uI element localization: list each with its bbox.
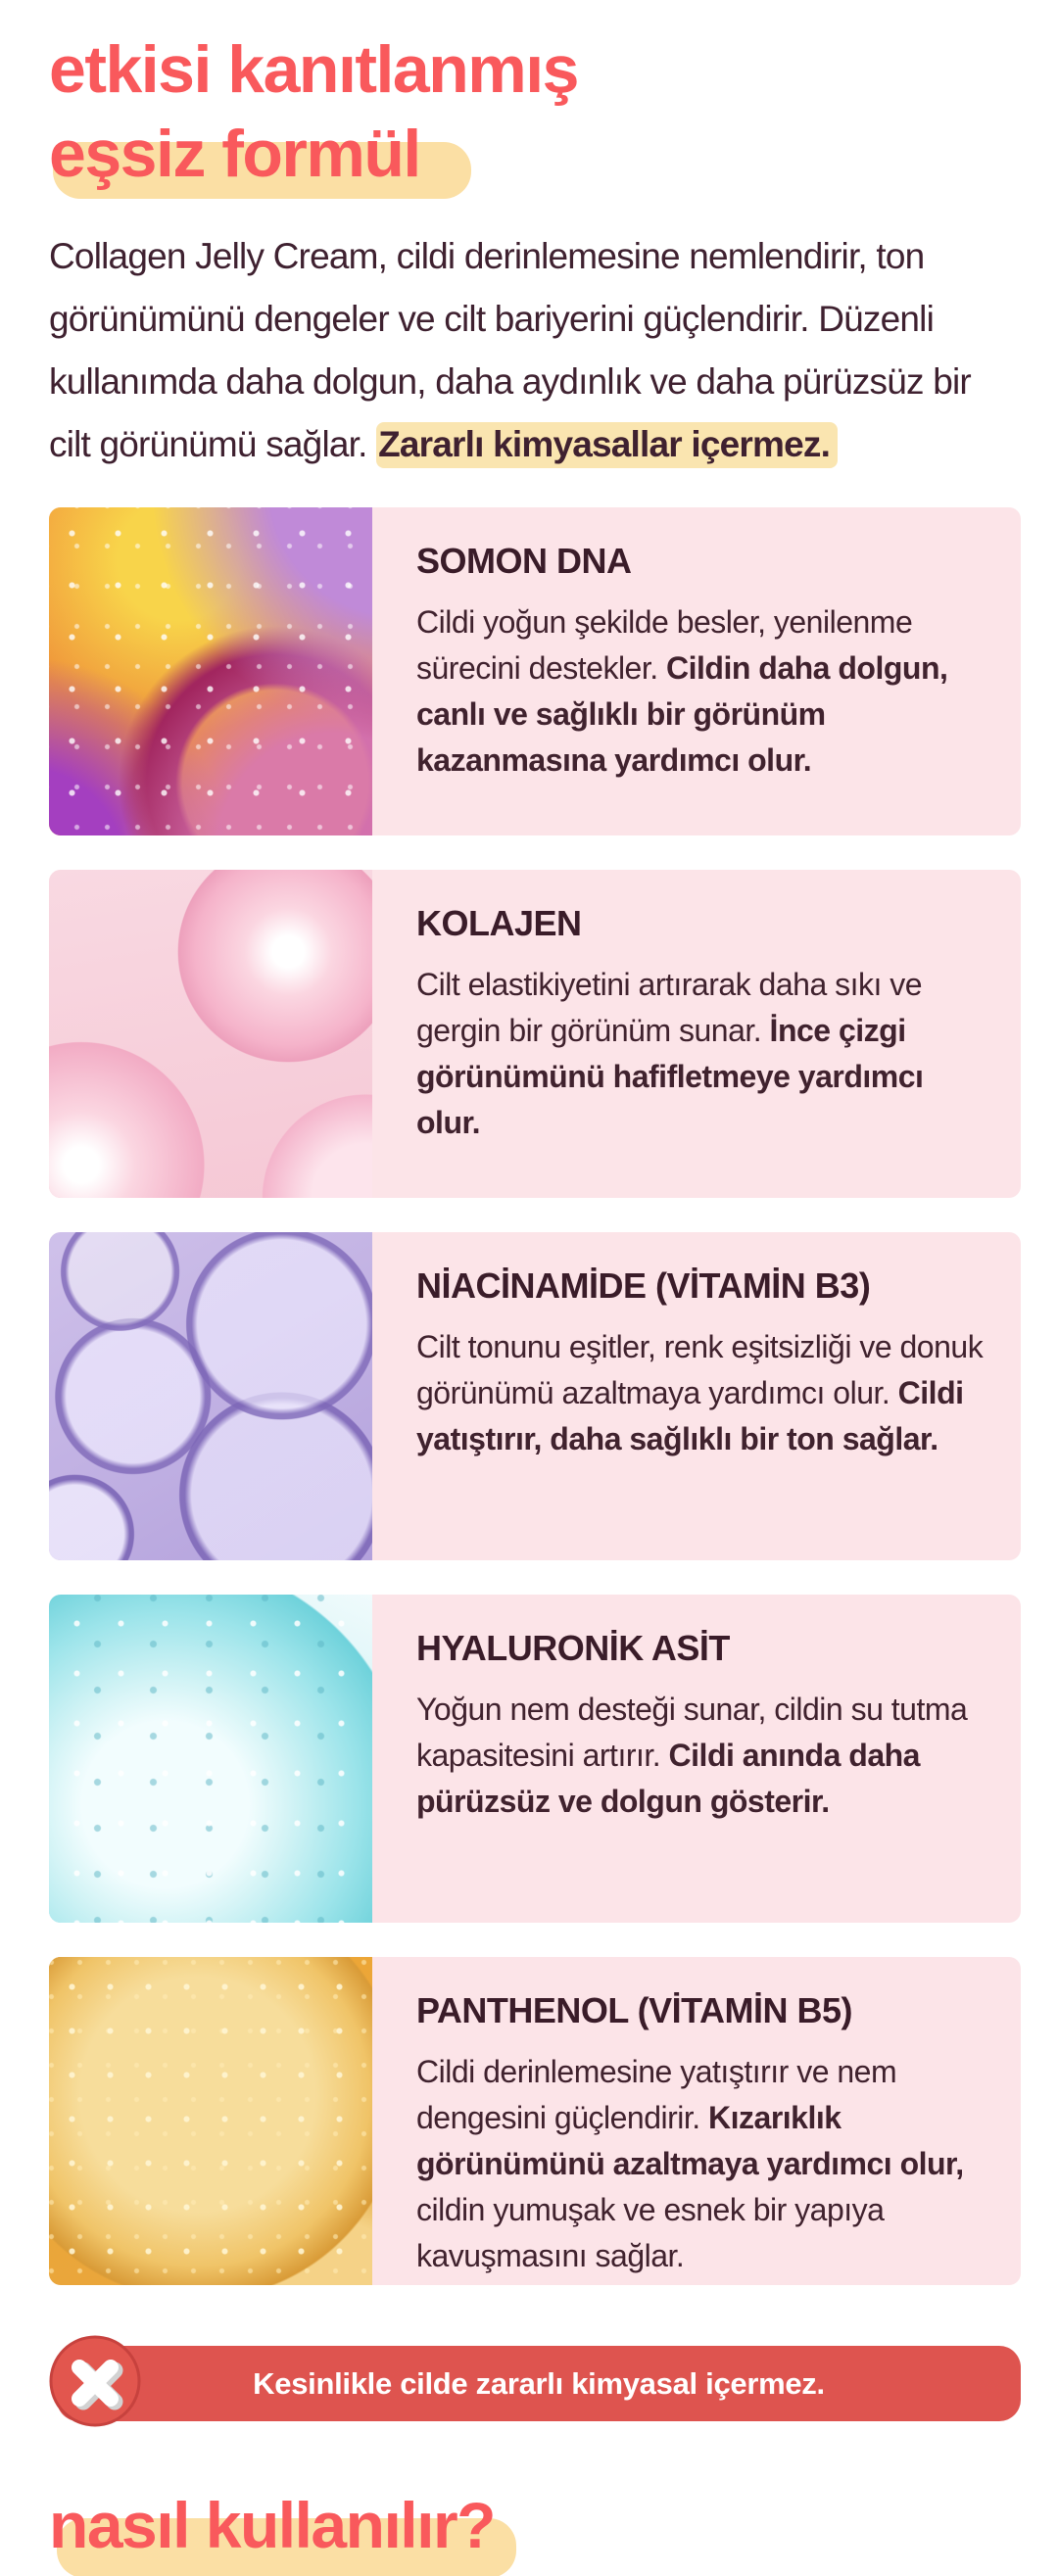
card-desc-normal: Cilt elastikiyetini artırarak daha sıkı ve gergin bir görünüm sunar. xyxy=(416,967,923,1048)
card-body xyxy=(372,870,1021,1198)
card-title: KOLAJEN xyxy=(416,903,582,943)
card-somon-dna xyxy=(49,507,1021,835)
card-body xyxy=(372,1232,1021,1560)
card-body xyxy=(372,507,1021,835)
how-to-use-title-text: nasıl kullanılır? xyxy=(49,2484,495,2566)
card-desc-normal: Cildi yoğun şekilde besler, yenilenme sürecini destekler. xyxy=(416,604,913,686)
card-body xyxy=(372,1595,1021,1923)
card-niacinamide xyxy=(49,1232,1021,1560)
card-title: SOMON DNA xyxy=(416,541,632,581)
card-description xyxy=(416,962,985,1146)
card-desc-normal: Cildi derinlemesine yatıştırır ve nem dengesini güçlendirir. xyxy=(416,2054,897,2135)
collagen-molecules-image xyxy=(49,870,372,1198)
intro-paragraph xyxy=(49,225,1021,476)
card-desc-bold: İnce çizgi görünümünü hafifletmeye yardımcı olur. xyxy=(416,1013,924,1140)
card-title: PANTHENOL (VİTAMİN B5) xyxy=(416,1990,852,2030)
hero-section xyxy=(0,0,1058,476)
niacinamide-bubbles-image xyxy=(49,1232,372,1560)
intro-text: Collagen Jelly Cream, cildi derinlemesine nemlendirir, ton görünümünü dengeler ve cilt bariyerini güçlendirir. Düzenli kullanımda daha dolgun, daha aydınlık ve daha pürüzsüz bir cilt görünümü sağlar. xyxy=(49,236,971,464)
card-desc-bold: Kızarıklık görünümünü azaltmaya yardımcı olur, xyxy=(416,2100,964,2181)
banner-text: Kesinlikle cilde zararlı kimyasal içermez. xyxy=(253,2365,825,2401)
card-desc-normal: Yoğun nem desteği sunar, cildin su tutma kapasitesini artırır. xyxy=(416,1692,968,1773)
x-cross-icon xyxy=(49,2335,141,2427)
card-desc-bold: Cildin daha dolgun, canlı ve sağlıklı bir görünüm kazanmasına yardımcı olur. xyxy=(416,650,948,778)
card-title: NİACİNAMİDE (VİTAMİN B3) xyxy=(416,1265,871,1306)
card-desc-normal: Cilt tonunu eşitler, renk eşitsizliği ve donuk görünümü azaltmaya yardımcı olur. xyxy=(416,1329,984,1410)
intro-highlighted-claim: Zararlı kimyasallar içermez. xyxy=(376,422,838,468)
card-title: HYALURONİK ASİT xyxy=(416,1628,730,1668)
card-kolajen xyxy=(49,870,1021,1198)
card-panthenol xyxy=(49,1957,1021,2285)
hyaluronic-acid-bubble-image xyxy=(49,1595,372,1923)
no-harmful-chemicals-banner xyxy=(57,2346,1021,2421)
card-description xyxy=(416,599,985,784)
how-to-use-title xyxy=(49,2484,1009,2566)
page-title-line2-highlighted: eşsiz formül xyxy=(49,112,420,196)
panthenol-oil-image xyxy=(49,1957,372,2285)
card-description xyxy=(416,2049,985,2279)
card-description xyxy=(416,1324,985,1462)
how-to-use-section xyxy=(49,2484,1009,2566)
card-desc-bold: Cildi anında daha pürüzsüz ve dolgun gösterir. xyxy=(416,1738,920,1819)
page-title-line1: etkisi kanıtlanmış xyxy=(49,32,578,107)
card-hyaluronik-asit xyxy=(49,1595,1021,1923)
card-desc-bold: Cildi yatıştırır, daha sağlıklı bir ton sağlar. xyxy=(416,1375,964,1456)
card-description xyxy=(416,1687,985,1825)
ingredient-cards-list xyxy=(0,507,1058,2285)
card-desc-tail: cildin yumuşak ve esnek bir yapıya kavuşmasını sağlar. xyxy=(416,2192,885,2273)
page-title xyxy=(49,27,1009,196)
card-body xyxy=(372,1957,1021,2285)
salmon-dna-image xyxy=(49,507,372,835)
